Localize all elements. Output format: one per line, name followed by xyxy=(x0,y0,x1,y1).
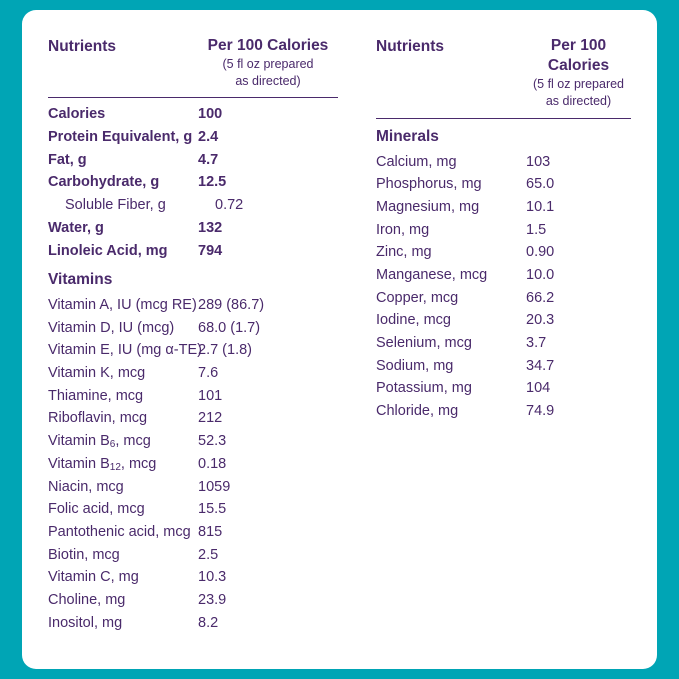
row-value: 10.3 xyxy=(198,569,227,586)
row-value: 66.2 xyxy=(526,289,555,306)
row-value: 15.5 xyxy=(198,501,227,518)
table-row xyxy=(48,130,338,145)
header-per-calories-label xyxy=(198,36,338,89)
row-value: 103 xyxy=(526,153,551,170)
table-row xyxy=(48,457,338,472)
table-row xyxy=(376,177,631,192)
row-value: 289 (86.7) xyxy=(198,297,265,314)
row-value: 132 xyxy=(198,219,223,236)
table-row xyxy=(48,502,338,517)
row-value: 34.7 xyxy=(526,357,555,374)
header-per-sub-line1: (5 fl oz prepared xyxy=(222,57,314,72)
row-value: 2.7 (1.8) xyxy=(198,342,252,359)
table-row xyxy=(48,389,338,404)
row-value: 0.72 xyxy=(215,197,244,214)
row-value: 68.0 (1.7) xyxy=(198,319,261,336)
row-label: Phosphorus, mg xyxy=(376,176,482,193)
row-label: Calories xyxy=(48,106,106,123)
row-label: Niacin, mcg xyxy=(48,478,124,495)
row-value: 0.18 xyxy=(198,455,227,472)
row-label: Vitamin $B_{12}$, mcg xyxy=(48,455,157,473)
row-label: Magnesium, mg xyxy=(376,198,480,215)
row-label: Sodium, mg xyxy=(376,357,454,374)
row-value: 212 xyxy=(198,410,223,427)
table-row xyxy=(48,570,338,585)
row-value: 7.6 xyxy=(198,365,219,382)
left-column-header xyxy=(48,36,338,95)
table-row xyxy=(48,434,338,449)
row-label: Vitamin C, mg xyxy=(48,569,139,586)
row-label: Choline, mg xyxy=(48,591,126,608)
row-value: 52.3 xyxy=(198,433,227,450)
table-row xyxy=(48,298,338,313)
table-row xyxy=(48,221,338,236)
row-value: 1.5 xyxy=(526,221,547,238)
row-label: Water, g xyxy=(48,219,104,236)
mineral-rows-container xyxy=(376,155,631,419)
header-per-sub-line2-right: as directed) xyxy=(545,93,612,108)
header-per-calories-text: Per 100 Calories xyxy=(207,37,329,54)
table-row xyxy=(48,153,338,168)
table-row xyxy=(48,366,338,381)
row-label: Iron, mg xyxy=(376,221,430,238)
left-column xyxy=(48,36,348,638)
row-label: Manganese, mcg xyxy=(376,266,488,283)
header-per-calories-label-right xyxy=(526,36,631,110)
row-label: Pantothenic acid, mcg xyxy=(48,523,191,540)
row-label: Zinc, mg xyxy=(376,244,432,261)
row-label: Vitamin E, IU (mg α-TE) xyxy=(48,342,202,359)
row-label: Soluble Fiber, g xyxy=(65,197,166,214)
left-header-divider xyxy=(48,97,338,98)
row-value: 74.9 xyxy=(526,403,555,420)
table-row xyxy=(48,198,338,213)
header-per-sub-line1-right: (5 fl oz prepared xyxy=(532,77,625,92)
right-header-divider xyxy=(376,118,631,119)
table-row xyxy=(376,404,631,419)
table-row xyxy=(48,616,338,631)
table-row xyxy=(48,343,338,358)
table-row xyxy=(48,107,338,122)
header-per-sub-line2: as directed) xyxy=(235,73,301,88)
table-row xyxy=(376,200,631,215)
row-value: 104 xyxy=(526,380,551,397)
nutrition-card xyxy=(22,10,657,669)
table-row xyxy=(376,223,631,238)
table-row xyxy=(48,175,338,190)
row-label: Vitamin $B_6$, mcg xyxy=(48,433,151,451)
row-label: Vitamin A, IU (mcg RE) xyxy=(48,297,197,314)
row-label: Carbohydrate, g xyxy=(48,174,160,191)
vitamins-section-title: Vitamins xyxy=(48,271,113,289)
table-row xyxy=(376,291,631,306)
row-label: Inositol, mg xyxy=(48,614,123,631)
row-label: Thiamine, mcg xyxy=(48,387,144,404)
row-value: 815 xyxy=(198,523,223,540)
row-label: Folic acid, mcg xyxy=(48,501,145,518)
table-row xyxy=(48,411,338,426)
row-value: 101 xyxy=(198,387,223,404)
row-label: Vitamin K, mcg xyxy=(48,365,146,382)
row-value: 2.4 xyxy=(198,129,219,146)
row-value: 2.5 xyxy=(198,546,219,563)
row-value: 794 xyxy=(198,242,223,259)
table-row xyxy=(376,268,631,283)
table-row xyxy=(48,525,338,540)
header-nutrients-label-right: Nutrients xyxy=(376,38,445,55)
row-value: 65.0 xyxy=(526,176,555,193)
row-label: Protein Equivalent, g xyxy=(48,129,193,146)
row-value: 1059 xyxy=(198,478,231,495)
left-rows-container xyxy=(48,107,338,258)
row-value: 10.1 xyxy=(526,198,555,215)
nutrition-columns xyxy=(22,10,657,638)
table-row xyxy=(376,381,631,396)
row-label: Calcium, mg xyxy=(376,153,457,170)
row-label: Riboflavin, mcg xyxy=(48,410,148,427)
row-label: Potassium, mg xyxy=(376,380,472,397)
row-value: 10.0 xyxy=(526,266,555,283)
table-row xyxy=(376,359,631,374)
right-column xyxy=(348,36,631,638)
table-row xyxy=(48,244,338,259)
minerals-section-title: Minerals xyxy=(376,127,439,145)
row-label: Biotin, mcg xyxy=(48,546,120,563)
table-row xyxy=(376,313,631,328)
row-label: Fat, g xyxy=(48,151,87,168)
table-row xyxy=(48,548,338,563)
row-label: Copper, mcg xyxy=(376,289,459,306)
row-value: 23.9 xyxy=(198,591,227,608)
row-label: Iodine, mcg xyxy=(376,312,451,329)
table-row xyxy=(376,336,631,351)
row-value: 8.2 xyxy=(198,614,219,631)
row-value: 3.7 xyxy=(526,335,547,352)
table-row xyxy=(48,480,338,495)
table-row xyxy=(376,155,631,170)
row-value: 0.90 xyxy=(526,244,555,261)
row-value: 12.5 xyxy=(198,174,227,191)
row-label: Linoleic Acid, mg xyxy=(48,242,168,259)
row-label: Selenium, mcg xyxy=(376,335,472,352)
table-row xyxy=(376,245,631,260)
header-nutrients-label: Nutrients xyxy=(48,38,117,55)
row-label: Chloride, mg xyxy=(376,403,459,420)
table-row xyxy=(48,321,338,336)
header-per-calories-text-right: Per 100 Calories xyxy=(547,37,610,75)
row-value: 100 xyxy=(198,106,223,123)
vitamin-rows-container xyxy=(48,298,338,630)
table-row xyxy=(48,593,338,608)
row-value: 20.3 xyxy=(526,312,555,329)
right-column-header xyxy=(376,36,631,116)
row-label: Vitamin D, IU (mcg) xyxy=(48,319,175,336)
row-value: 4.7 xyxy=(198,151,219,168)
